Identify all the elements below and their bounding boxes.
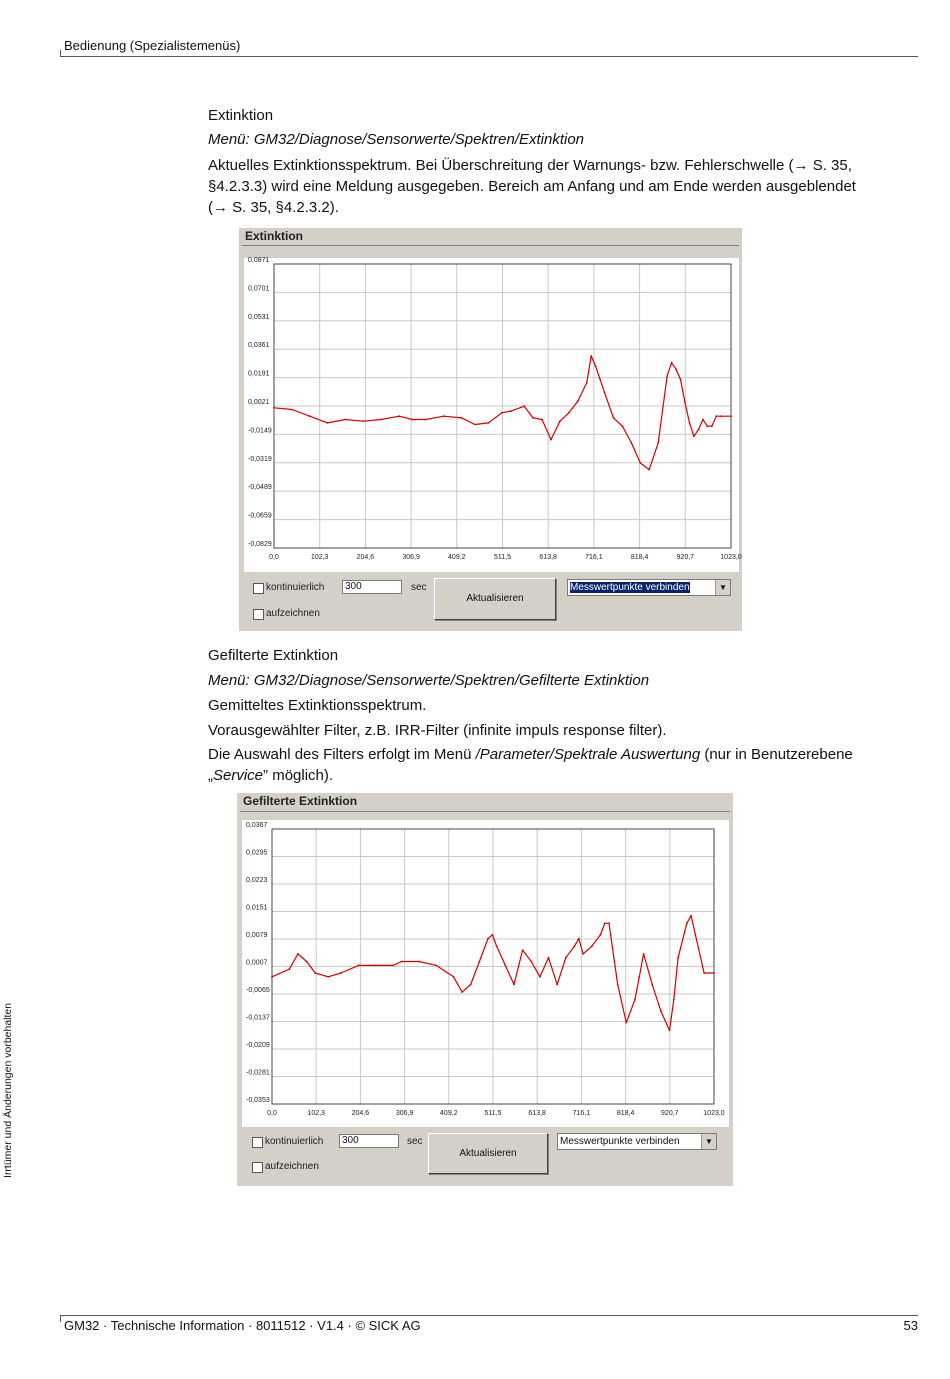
data-point xyxy=(559,420,561,422)
data-point xyxy=(532,417,534,419)
data-point xyxy=(314,972,316,974)
data-point xyxy=(418,961,420,963)
data-point xyxy=(425,419,427,421)
data-point xyxy=(479,961,481,963)
data-point xyxy=(291,409,293,411)
data-point xyxy=(548,957,550,959)
data-point xyxy=(677,957,679,959)
section1-description: Aktuelles Extinktionsspektrum. Bei Überschreitung der Warnungs- bzw. Fehlerschwelle (→ S. 35, §4.2.3.3) wird eine Meldung ausgegeben. Bereich am Anfang und am Ende werden ausgeblendet (→ S. 35, §4.2.3.2). xyxy=(208,157,856,216)
plot-area xyxy=(244,257,742,572)
data-point xyxy=(600,934,602,936)
data-point xyxy=(713,972,715,974)
x-tick-label: 102,3 xyxy=(307,1110,325,1117)
y-tick-label: 0,0021 xyxy=(248,399,270,406)
y-tick-label: -0,0209 xyxy=(246,1042,270,1049)
data-point xyxy=(711,425,713,427)
data-point xyxy=(625,1022,627,1024)
x-tick-label: 613,8 xyxy=(539,554,557,561)
gefilterte-extinktion-chart xyxy=(242,820,729,1127)
interval-unit: sec xyxy=(411,582,427,593)
data-point xyxy=(671,362,673,364)
page-number: 53 xyxy=(903,1318,918,1333)
extinktion-chart xyxy=(244,257,742,572)
data-point xyxy=(398,415,400,417)
data-point xyxy=(586,382,588,384)
y-tick-label: 0,0223 xyxy=(246,877,268,884)
y-tick-label: 0,0295 xyxy=(246,849,268,857)
data-point xyxy=(693,435,695,437)
data-point xyxy=(401,961,403,963)
continuous-checkbox[interactable] xyxy=(253,583,264,594)
panel-title: Extinktion xyxy=(245,229,304,243)
section-title-gefilterte: Gefilterte Extinktion xyxy=(208,647,339,664)
record-checkbox[interactable] xyxy=(253,609,264,620)
panel-title: Gefilterte Extinktion xyxy=(243,794,358,808)
data-point xyxy=(487,938,489,940)
data-point xyxy=(340,972,342,974)
y-tick-label: -0,0353 xyxy=(246,1097,270,1104)
data-point xyxy=(568,412,570,414)
data-point xyxy=(461,991,463,993)
data-point xyxy=(720,415,722,417)
y-tick-label: -0,0065 xyxy=(246,987,270,994)
x-tick-label: 204,6 xyxy=(356,554,375,561)
y-tick-label: 0,0007 xyxy=(246,959,268,967)
data-point xyxy=(666,375,668,377)
data-point xyxy=(715,415,717,417)
data-point xyxy=(599,379,601,381)
data-point xyxy=(680,379,682,381)
data-point xyxy=(443,415,445,417)
data-point xyxy=(362,420,364,422)
data-point xyxy=(703,972,705,974)
footer-rule xyxy=(60,1315,918,1316)
data-point xyxy=(639,462,641,464)
data-point xyxy=(622,425,624,427)
x-tick-label: 102,3 xyxy=(310,554,329,561)
x-tick-label: 306,9 xyxy=(402,554,420,561)
data-point xyxy=(730,415,732,417)
data-point xyxy=(488,422,490,424)
x-tick-label: 818,4 xyxy=(630,554,649,561)
data-point xyxy=(541,419,543,421)
data-point xyxy=(582,953,584,955)
y-tick-label: -0,0281 xyxy=(246,1069,270,1077)
data-point xyxy=(453,976,455,978)
data-point xyxy=(271,976,273,978)
refresh-button[interactable]: Aktualisieren xyxy=(434,578,556,620)
side-note: Irrtümer und Änderungen vorbehalten xyxy=(2,1002,14,1178)
data-point xyxy=(273,407,275,409)
y-tick-label: -0,0319 xyxy=(248,455,272,463)
x-tick-label: 204,6 xyxy=(351,1110,370,1117)
data-point xyxy=(590,355,592,357)
data-point xyxy=(565,957,567,959)
y-tick-label: -0,0489 xyxy=(248,484,272,492)
data-point xyxy=(695,934,697,936)
x-tick-label: 716,1 xyxy=(585,554,603,561)
data-point xyxy=(660,1010,662,1012)
refresh-button[interactable]: Aktualisieren xyxy=(428,1133,548,1174)
data-point xyxy=(604,392,606,394)
data-point xyxy=(578,938,580,940)
x-tick-label: 1023,0 xyxy=(703,1110,725,1117)
continuous-checkbox[interactable] xyxy=(252,1137,263,1148)
plot-area xyxy=(242,820,729,1127)
x-tick-label: 0,0 xyxy=(269,554,279,561)
y-tick-label: -0,0659 xyxy=(248,512,272,520)
data-point xyxy=(297,953,299,955)
x-tick-label: 409,2 xyxy=(440,1110,458,1117)
data-point xyxy=(673,999,675,1001)
y-tick-label: -0,0149 xyxy=(248,427,272,435)
data-point xyxy=(604,922,606,924)
data-point xyxy=(522,949,524,951)
data-point xyxy=(461,417,463,419)
record-checkbox[interactable] xyxy=(252,1162,263,1173)
y-tick-label: 0,0871 xyxy=(248,257,270,264)
page-header: Bedienung (Spezialistemenüs) xyxy=(64,38,241,53)
data-point xyxy=(501,412,503,414)
y-tick-label: -0,0137 xyxy=(246,1014,270,1022)
record-label: aufzeichnen xyxy=(265,1161,319,1172)
continuous-label: kontinuierlich xyxy=(265,1136,324,1147)
data-point xyxy=(634,999,636,1001)
data-point xyxy=(577,400,579,402)
data-point xyxy=(496,945,498,947)
y-tick-label: 0,0079 xyxy=(246,932,268,939)
data-point xyxy=(608,922,610,924)
x-tick-label: 511,5 xyxy=(494,554,511,561)
data-point xyxy=(698,429,700,431)
data-point xyxy=(550,439,552,441)
data-point xyxy=(574,945,576,947)
data-point xyxy=(510,410,512,412)
data-point xyxy=(513,984,515,986)
x-tick-label: 306,9 xyxy=(395,1110,414,1117)
data-point xyxy=(530,961,532,963)
section-title-extinktion: Extinktion xyxy=(208,107,274,124)
data-point xyxy=(345,419,347,421)
data-point xyxy=(690,915,692,917)
mode-select[interactable] xyxy=(567,579,731,596)
data-point xyxy=(617,984,619,986)
x-tick-label: 511,5 xyxy=(484,1110,502,1117)
panel-title-rule xyxy=(242,245,739,246)
data-point xyxy=(638,976,640,978)
data-point xyxy=(669,1029,671,1031)
data-point xyxy=(412,419,414,421)
data-point xyxy=(686,922,688,924)
extinktion-panel xyxy=(239,228,742,631)
mode-select[interactable] xyxy=(557,1133,717,1150)
mode-select-value: Messwertpunkte verbinden xyxy=(560,1136,680,1147)
data-point xyxy=(689,422,691,424)
gefilterte-extinktion-panel xyxy=(237,793,733,1186)
y-tick-label: 0,0367 xyxy=(246,822,268,829)
x-tick-label: 613,8 xyxy=(528,1110,546,1117)
mode-select-value: Messwertpunkte verbinden xyxy=(570,582,690,593)
x-tick-label: 818,4 xyxy=(616,1110,635,1117)
x-tick-label: 920,7 xyxy=(661,1110,679,1117)
data-point xyxy=(675,369,677,371)
x-tick-label: 1023,0 xyxy=(720,554,742,561)
record-label: aufzeichnen xyxy=(266,608,320,619)
data-point xyxy=(288,968,290,970)
data-point xyxy=(643,953,645,955)
data-point xyxy=(327,976,329,978)
section2-line2: Vorausgewählter Filter, z.B. IRR-Filter (infinite impuls response filter). xyxy=(208,722,667,739)
continuous-label: kontinuierlich xyxy=(266,582,325,593)
y-tick-label: 0,0151 xyxy=(246,904,268,912)
data-point xyxy=(474,424,476,426)
y-tick-label: 0,0361 xyxy=(248,342,270,350)
section2-line1: Gemitteltes Extinktionsspektrum. xyxy=(208,697,427,714)
data-point xyxy=(306,961,308,963)
data-point xyxy=(327,422,329,424)
footer-tick xyxy=(60,1315,61,1322)
interval-input[interactable]: 300 xyxy=(339,1134,399,1148)
y-tick-label: 0,0701 xyxy=(248,285,270,293)
data-point xyxy=(380,419,382,421)
data-point xyxy=(706,425,708,427)
dropdown-arrow-icon[interactable]: ▼ xyxy=(701,1134,716,1149)
data-point xyxy=(657,442,659,444)
interval-input[interactable]: 300 xyxy=(342,580,402,594)
dropdown-arrow-icon[interactable]: ▼ xyxy=(715,580,730,595)
data-point xyxy=(684,402,686,404)
data-point xyxy=(358,965,360,967)
panel-title-rule xyxy=(240,811,730,812)
section2-line3: Die Auswahl des Filters erfolgt im Menü /Parameter/Spektrale Auswertung (nur in Benutzerebene „Service” möglich). xyxy=(208,746,853,784)
data-point xyxy=(470,984,472,986)
data-point xyxy=(702,419,704,421)
y-tick-label: 0,0191 xyxy=(248,370,270,378)
header-rule xyxy=(60,56,918,57)
data-point xyxy=(375,965,377,967)
interval-unit: sec xyxy=(407,1136,423,1147)
menu-path-extinktion: Menü: GM32/Diagnose/Sensorwerte/Spektren/Extinktion xyxy=(208,131,585,148)
data-point xyxy=(492,934,494,936)
data-point xyxy=(392,965,394,967)
menu-path-gefilterte: Menü: GM32/Diagnose/Sensorwerte/Spektren/Gefilterte Extinktion xyxy=(208,672,650,689)
x-tick-label: 0,0 xyxy=(267,1110,277,1117)
data-point xyxy=(504,965,506,967)
data-point xyxy=(595,365,597,367)
footer-text: GM32 · Technische Information · 8011512 · V1.4 · © SICK AG xyxy=(64,1318,421,1333)
x-tick-label: 716,1 xyxy=(572,1110,591,1117)
data-point xyxy=(539,976,541,978)
data-point xyxy=(613,417,615,419)
y-tick-label: 0,0531 xyxy=(248,313,270,321)
data-point xyxy=(556,984,558,986)
x-tick-label: 409,2 xyxy=(448,554,466,561)
data-point xyxy=(309,415,311,417)
data-point xyxy=(591,945,593,947)
data-point xyxy=(648,469,650,471)
data-point xyxy=(435,965,437,967)
data-point xyxy=(523,405,525,407)
x-tick-label: 920,7 xyxy=(676,554,695,561)
data-point xyxy=(631,442,633,444)
y-tick-label: -0,0829 xyxy=(248,541,272,548)
data-point xyxy=(651,984,653,986)
